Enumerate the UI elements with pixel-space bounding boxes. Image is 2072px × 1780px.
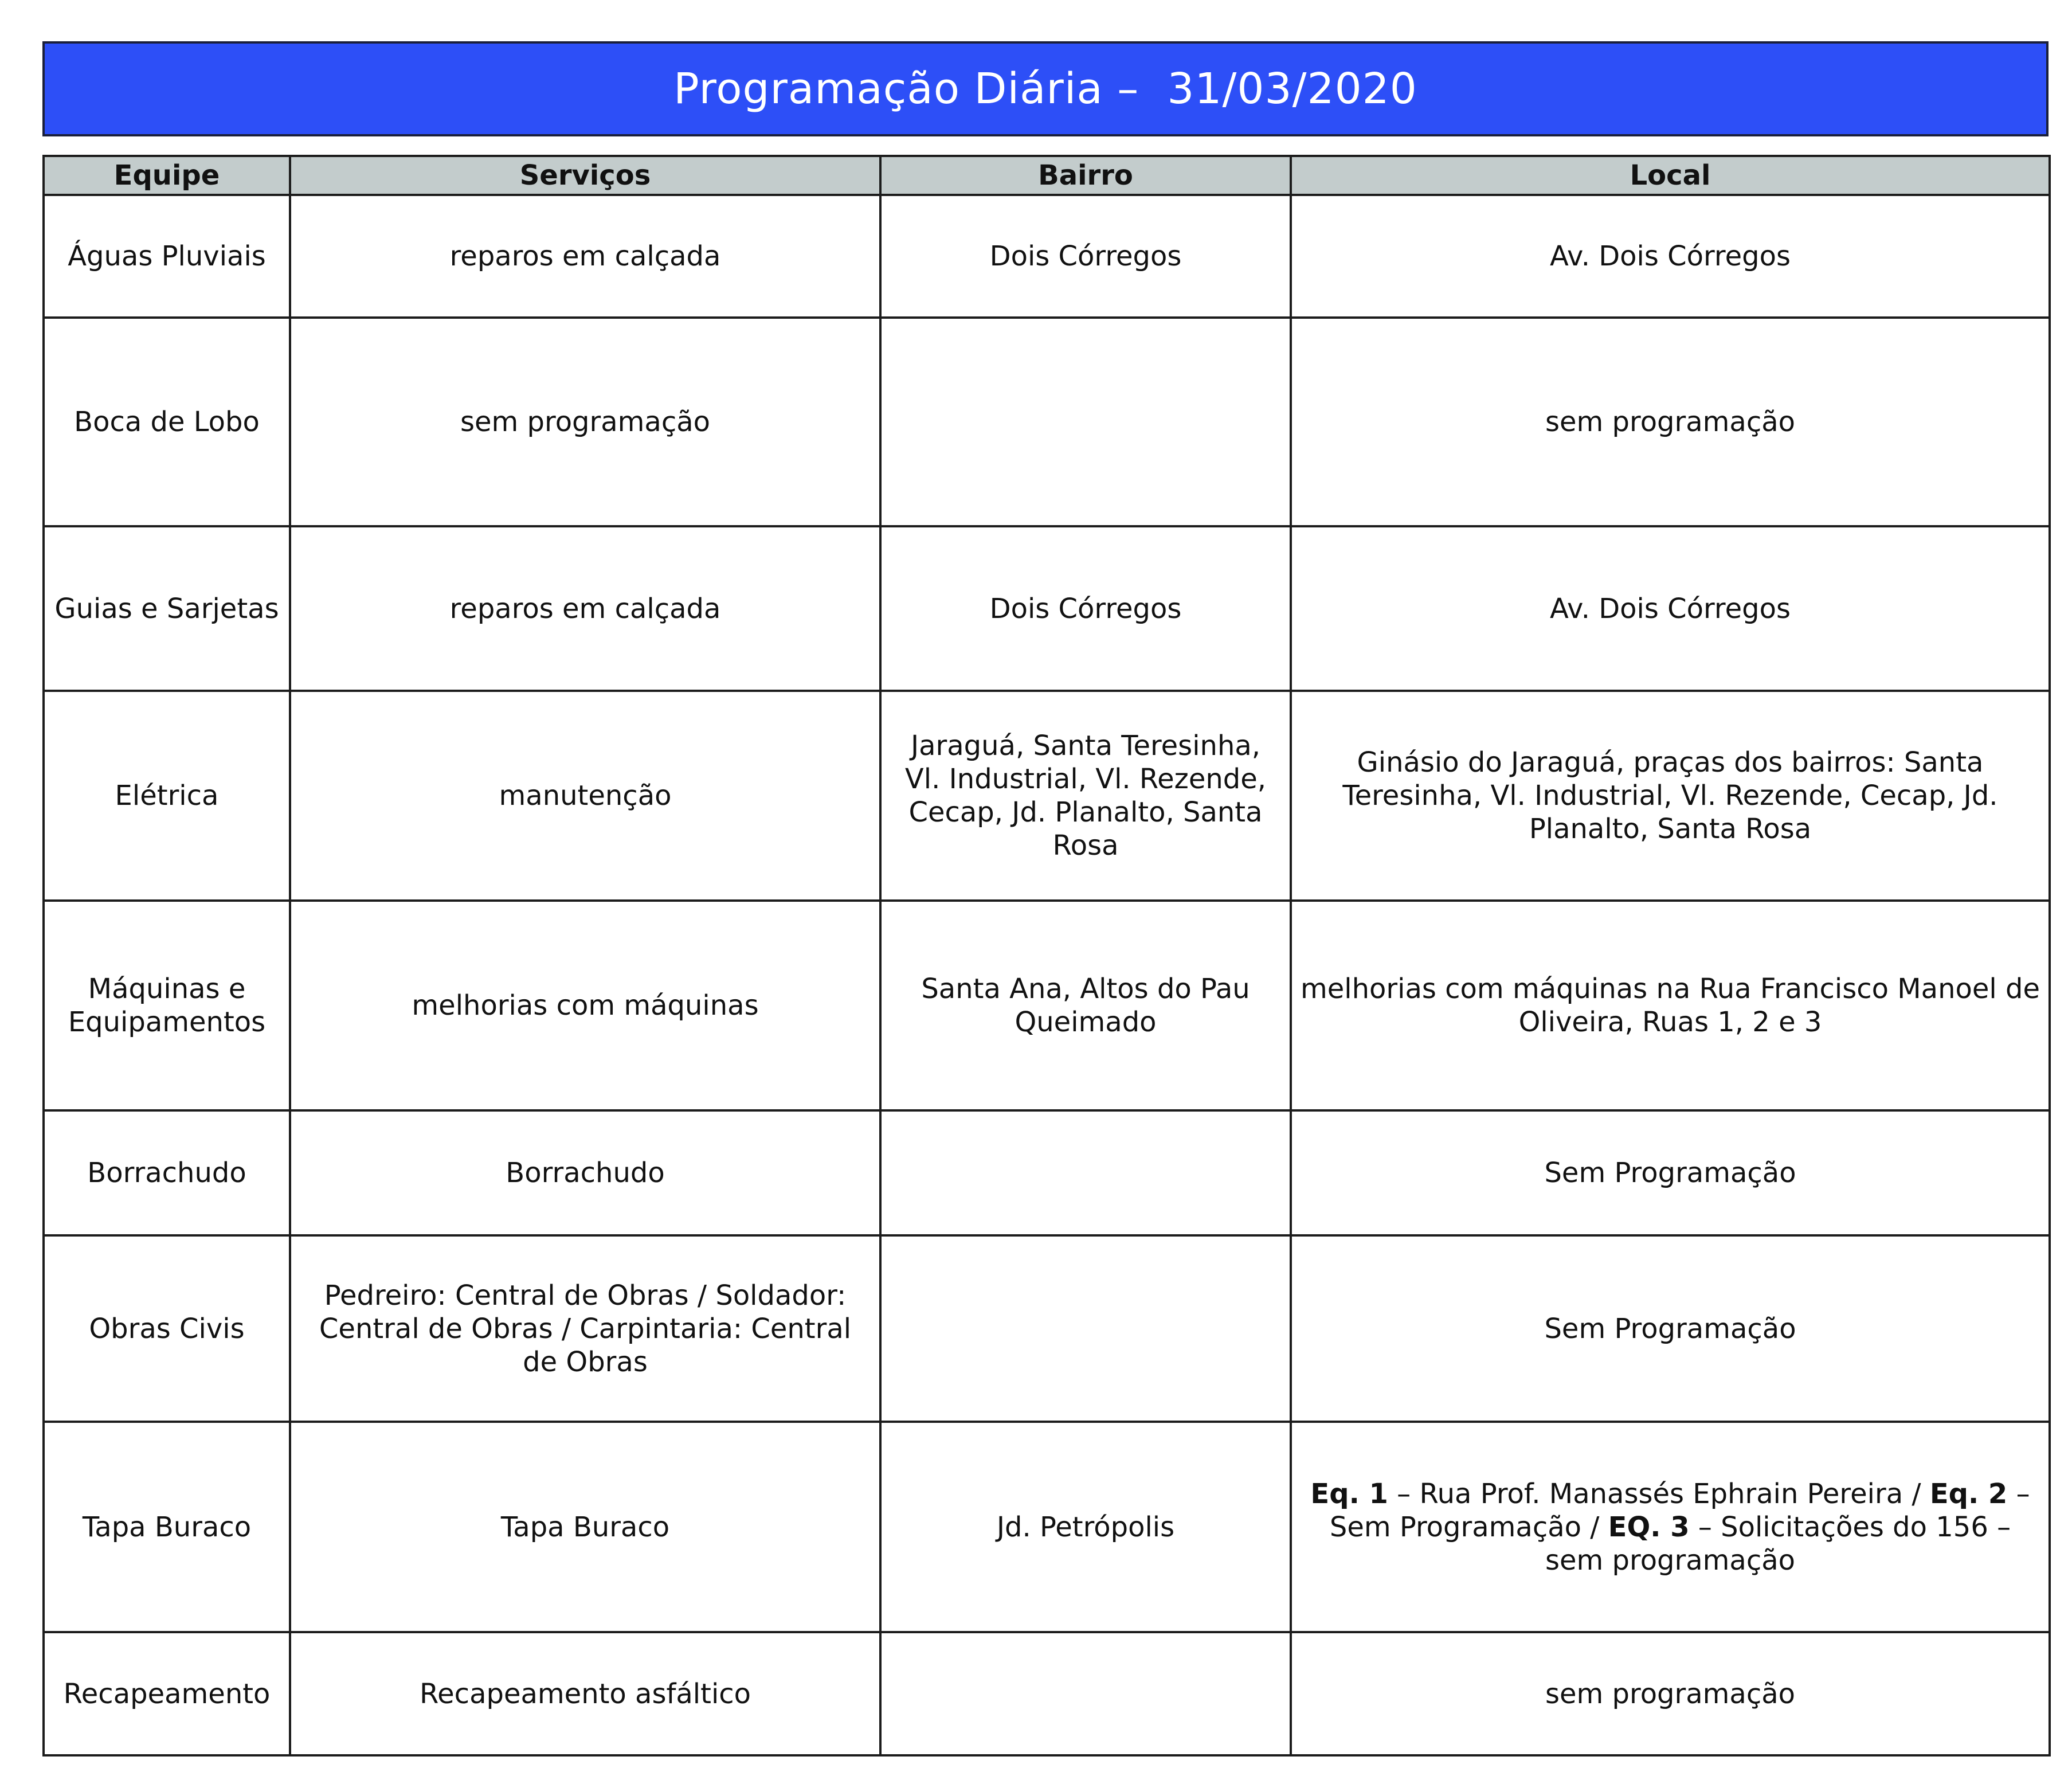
eq3-text: – Solicitações do 156 – sem programação	[1545, 1511, 2011, 1576]
cell-local: Sem Programação	[1291, 1110, 2050, 1235]
cell-servicos: Borrachudo	[290, 1110, 880, 1235]
eq2-label: Eq. 2	[1929, 1477, 2008, 1510]
cell-local: melhorias com máquinas na Rua Francisco Manoel de Oliveira, Ruas 1, 2 e 3	[1291, 901, 2050, 1110]
eq1-text: – Rua Prof. Manassés Ephrain Pereira /	[1388, 1477, 1930, 1510]
table-header-row	[44, 156, 2050, 195]
cell-bairro: Jd. Petrópolis	[880, 1422, 1291, 1632]
table-row	[44, 691, 2050, 901]
cell-local: Ginásio do Jaraguá, praças dos bairros: Santa Teresinha, Vl. Industrial, Vl. Rezende, Cecap, Jd. Planalto, Santa Rosa	[1291, 691, 2050, 901]
cell-equipe: Águas Pluviais	[44, 195, 290, 318]
cell-bairro: Jaraguá, Santa Teresinha, Vl. Industrial, Vl. Rezende, Cecap, Jd. Planalto, Santa Rosa	[880, 691, 1291, 901]
cell-servicos: manutenção	[290, 691, 880, 901]
cell-servicos: melhorias com máquinas	[290, 901, 880, 1110]
eq2-text: – Sem Programação /	[1329, 1477, 2030, 1543]
eq3-label: EQ. 3	[1608, 1511, 1690, 1543]
cell-equipe: Máquinas e Equipamentos	[44, 901, 290, 1110]
table-row	[44, 1110, 2050, 1235]
cell-local: Sem Programação	[1291, 1235, 2050, 1422]
cell-servicos: Tapa Buraco	[290, 1422, 880, 1632]
cell-bairro	[880, 318, 1291, 526]
table-row	[44, 901, 2050, 1110]
cell-equipe: Recapeamento	[44, 1632, 290, 1755]
cell-bairro	[880, 1632, 1291, 1755]
table-row	[44, 526, 2050, 691]
cell-bairro: Santa Ana, Altos do Pau Queimado	[880, 901, 1291, 1110]
page-title: Programação Diária – 31/03/2020	[673, 64, 1417, 114]
cell-bairro	[880, 1235, 1291, 1422]
header-equipe: Equipe	[44, 156, 290, 195]
cell-bairro	[880, 1110, 1291, 1235]
title-banner	[42, 41, 2049, 136]
cell-bairro: Dois Córregos	[880, 195, 1291, 318]
cell-local: sem programação	[1291, 1632, 2050, 1755]
header-bairro: Bairro	[880, 156, 1291, 195]
cell-equipe: Tapa Buraco	[44, 1422, 290, 1632]
table-row	[44, 1235, 2050, 1422]
header-servicos: Serviços	[290, 156, 880, 195]
cell-bairro: Dois Córregos	[880, 526, 1291, 691]
header-local: Local	[1291, 156, 2050, 195]
cell-servicos: Recapeamento asfáltico	[290, 1632, 880, 1755]
cell-local: sem programação	[1291, 318, 2050, 526]
cell-equipe: Borrachudo	[44, 1110, 290, 1235]
table-row	[44, 318, 2050, 526]
eq1-label: Eq. 1	[1310, 1477, 1388, 1510]
cell-local: Av. Dois Córregos	[1291, 526, 2050, 691]
table-row	[44, 1632, 2050, 1755]
cell-servicos: Pedreiro: Central de Obras / Soldador: Central de Obras / Carpintaria: Central de Obras	[290, 1235, 880, 1422]
cell-equipe: Guias e Sarjetas	[44, 526, 290, 691]
cell-local: Av. Dois Córregos	[1291, 195, 2050, 318]
cell-equipe: Obras Civis	[44, 1235, 290, 1422]
cell-equipe: Elétrica	[44, 691, 290, 901]
cell-servicos: sem programação	[290, 318, 880, 526]
cell-servicos: reparos em calçada	[290, 195, 880, 318]
cell-local	[1291, 1422, 2050, 1632]
cell-servicos: reparos em calçada	[290, 526, 880, 691]
cell-equipe: Boca de Lobo	[44, 318, 290, 526]
table-row	[44, 1422, 2050, 1632]
table-row	[44, 195, 2050, 318]
schedule-table	[42, 155, 2051, 1756]
